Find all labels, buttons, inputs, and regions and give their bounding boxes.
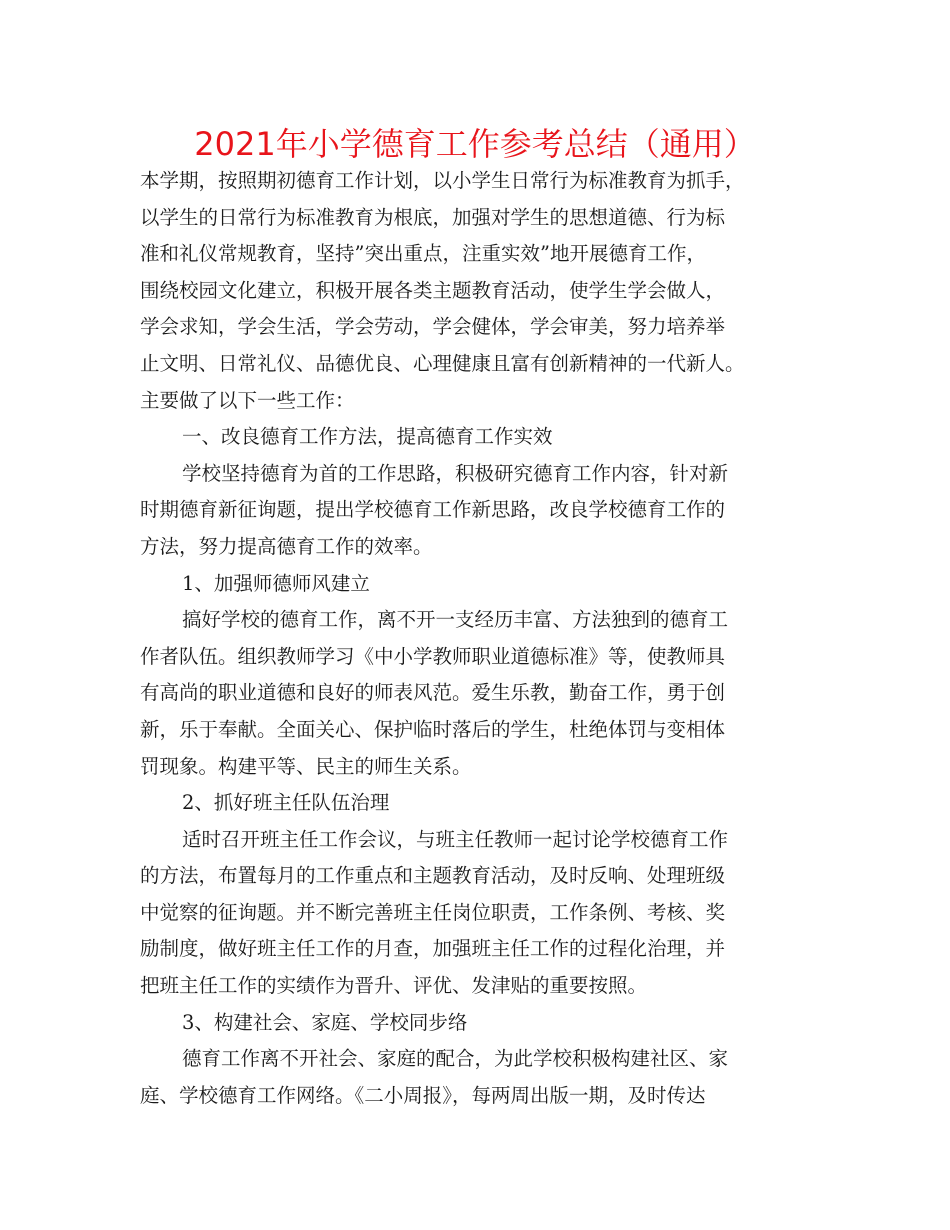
text-line: 准和礼仪常规教育，坚持”突出重点，注重实效”地开展德育工作， — [140, 242, 706, 266]
text-line: 学会求知，学会生活，学会劳动，学会健体，学会审美，努力培养举 — [140, 315, 726, 339]
text-line: 励制度，做好班主任工作的月查，加强班主任工作的过程化治理，并 — [140, 937, 726, 961]
text-line: 适时召开班主任工作会议，与班主任教师一起讨论学校德育工作 — [182, 827, 729, 851]
text-line: 止文明、日常礼仪、品德优良、心理健康且富有创新精神的一代新人。 — [140, 351, 745, 375]
text-line: 以学生的日常行为标准教育为根底，加强对学生的思想道德、行为标 — [140, 205, 726, 229]
document-body — [140, 163, 830, 1114]
text-line: 方法，努力提高德育工作的效率。 — [140, 534, 433, 558]
text-line: 作者队伍。组织教师学习《中小学教师职业道德标准》等，使教师具 — [140, 644, 726, 668]
text-line: 庭、学校德育工作网络。《二小周报》，每两周出版一期，及时传达 — [140, 1083, 706, 1107]
text-line: 搞好学校的德育工作，离不开一支经历丰富、方法独到的德育工 — [182, 608, 729, 632]
text-line: 罚现象。构建平等、民主的师生关系。 — [140, 754, 472, 778]
text-line: 围绕校园文化建立，积极开展各类主题教育活动，使学生学会做人， — [140, 278, 726, 302]
text-line: 的方法，布置每月的工作重点和主题教育活动，及时反响、处理班级 — [140, 864, 726, 888]
text-line: 新，乐于奉献。全面关心、保护临时落后的学生，杜绝体罚与变相体 — [140, 717, 726, 741]
document-title: 2021年小学德育工作参考总结（通用） — [194, 125, 756, 163]
text-line: 2、抓好班主任队伍治理 — [182, 791, 390, 815]
text-line: 1、加强师德师风建立 — [182, 571, 370, 595]
text-line: 3、构建社会、家庭、学校同步络 — [182, 1010, 468, 1034]
text-line: 时期德育新征询题，提出学校德育工作新思路，改良学校德育工作的 — [140, 498, 726, 522]
text-line: 把班主任工作的实绩作为晋升、评优、发津贴的重要按照。 — [140, 974, 648, 998]
text-line: 主要做了以下一些工作： — [140, 388, 355, 412]
text-line: 德育工作离不开社会、家庭的配合，为此学校积极构建社区、家 — [182, 1047, 729, 1071]
text-line: 学校坚持德育为首的工作思路，积极研究德育工作内容，针对新 — [182, 461, 729, 485]
text-line: 本学期，按照期初德育工作计划，以小学生日常行为标准教育为抓手， — [140, 169, 745, 192]
text-line: 有高尚的职业道德和良好的师表风范。爱生乐教，勤奋工作，勇于创 — [140, 681, 726, 705]
text-line: 一、改良德育工作方法，提高德育工作实效 — [182, 425, 553, 449]
text-line: 中觉察的征询题。并不断完善班主任岗位职责，工作条例、考核、奖 — [140, 900, 726, 924]
